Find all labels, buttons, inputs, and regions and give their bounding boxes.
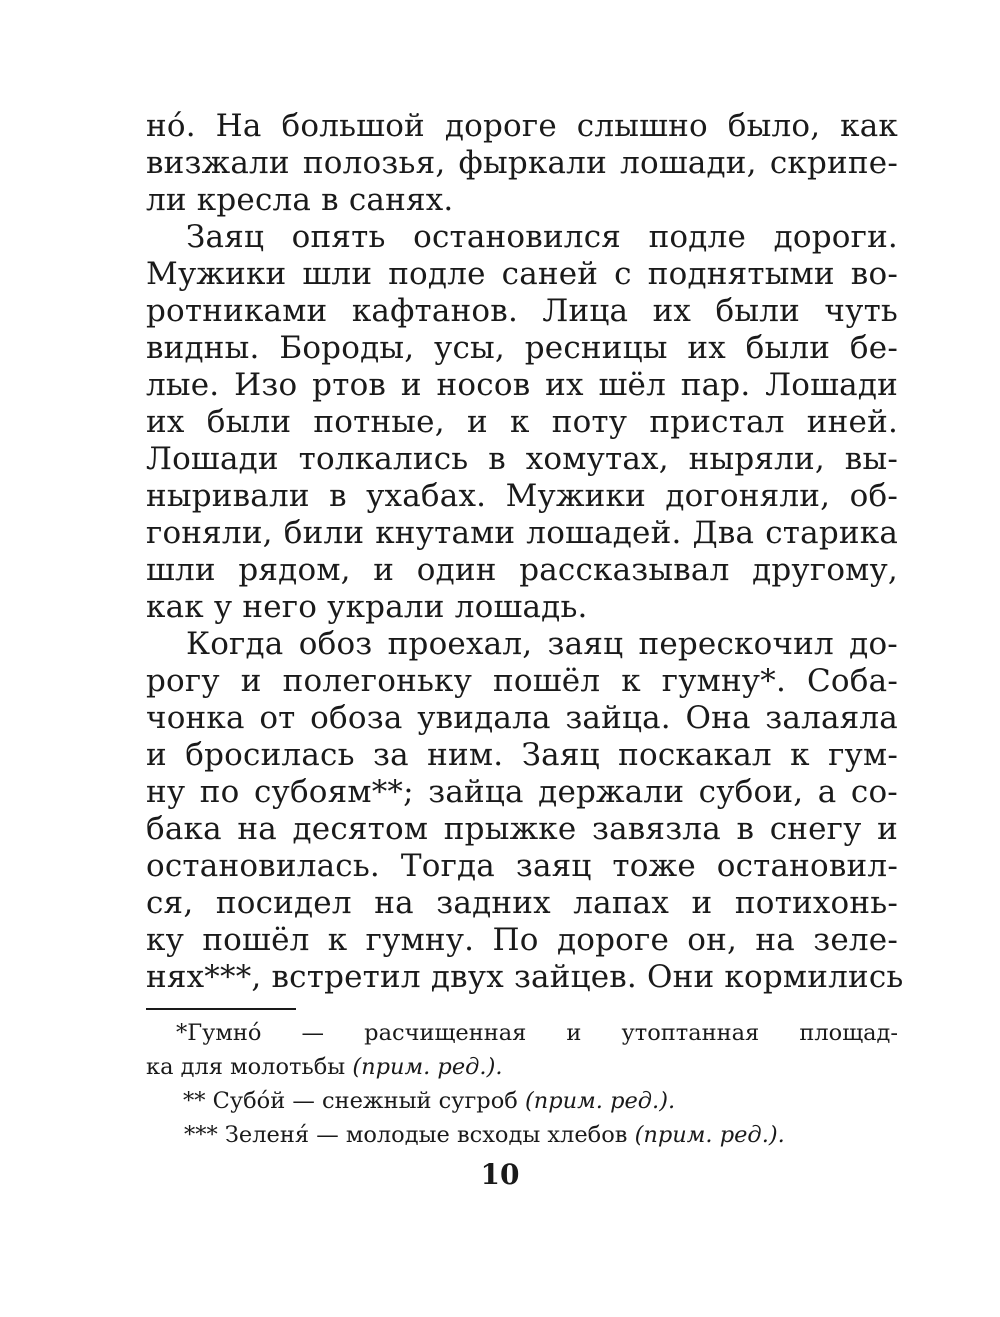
body-text bbox=[146, 108, 904, 996]
footnote-gumno-line2 bbox=[146, 1050, 898, 1084]
text-line: лые. Изо ртов и носов их шёл пар. Лошади bbox=[146, 367, 898, 403]
footnote-divider bbox=[146, 1008, 296, 1010]
footnote-gumno-text: ка для молотьбы bbox=[146, 1054, 353, 1080]
text-line: но́. На большой дороге слышно было, как bbox=[146, 108, 898, 144]
text-line: Когда обоз проехал, заяц перескочил до- bbox=[186, 626, 898, 662]
text-line: как у него украли лошадь. bbox=[146, 589, 588, 625]
text-line: нях***, встретил двух зайцев. Они кормились bbox=[146, 959, 904, 995]
footnote-suboy bbox=[146, 1084, 898, 1118]
footnote-suboy-note: (прим. ред.). bbox=[524, 1088, 676, 1114]
footnote-zelenya-note: (прим. ред.). bbox=[634, 1122, 785, 1148]
text-line: ныривали в ухабах. Мужики догоняли, об- bbox=[146, 478, 898, 514]
text-line: ся, посидел на задних лапах и потихонь- bbox=[146, 885, 898, 921]
text-line: ротниками кафтанов. Лица их были чуть bbox=[146, 293, 898, 329]
text-line: ку пошёл к гумну. По дороге он, на зеле- bbox=[146, 922, 898, 958]
text-line: гоняли, били кнутами лошадей. Два старика bbox=[146, 515, 898, 551]
footnote-suboy-text: ** Субо́й — снежный сугроб bbox=[183, 1088, 525, 1114]
text-line: ли кресла в санях. bbox=[146, 182, 454, 218]
text-line: Заяц опять остановился подле дороги. bbox=[186, 219, 898, 255]
text-line: Лошади толкались в хомутах, ныряли, вы- bbox=[146, 441, 898, 477]
text-line: Мужики шли подле саней с поднятыми во- bbox=[146, 256, 898, 292]
text-line: видны. Бороды, усы, ресницы их были бе- bbox=[146, 330, 898, 366]
page-number: 10 bbox=[480, 1158, 520, 1191]
footnote-zelenya-text: *** Зеленя́ — молодые всходы хлебов bbox=[184, 1122, 635, 1148]
text-line: их были потные, и к поту пристал иней. bbox=[146, 404, 898, 440]
footnotes bbox=[146, 1016, 898, 1152]
footnote-zelenya bbox=[146, 1118, 898, 1152]
footnote-gumno-note: (прим. ред.). bbox=[352, 1054, 503, 1080]
text-line: чонка от обоза увидала зайца. Она залаяла bbox=[146, 700, 898, 736]
page-content bbox=[146, 108, 904, 1152]
text-line: и бросилась за ним. Заяц поскакал к гум- bbox=[146, 737, 898, 773]
text-line: бака на десятом прыжке завязла в снегу и bbox=[146, 811, 898, 847]
text-line: шли рядом, и один рассказывал другому, bbox=[146, 552, 898, 588]
text-line: ну по субоям**; зайца держали субои, а со- bbox=[146, 774, 898, 810]
footnote-gumno-line1: *Гумно́ — расчищенная и утоптанная площад- bbox=[176, 1020, 898, 1046]
text-line: рогу и полегоньку пошёл к гумну*. Соба- bbox=[146, 663, 898, 699]
text-line: остановилась. Тогда заяц тоже остановил- bbox=[146, 848, 898, 884]
text-line: визжали полозья, фыркали лошади, скрипе- bbox=[146, 145, 898, 181]
